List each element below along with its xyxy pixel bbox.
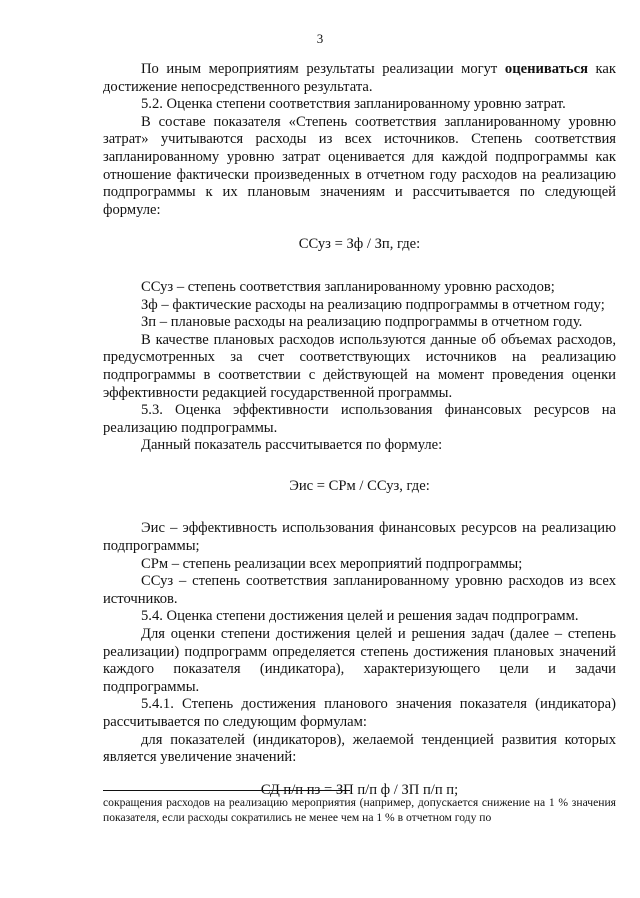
text-run: По иным мероприятиям результаты реализации могут bbox=[141, 61, 505, 77]
paragraph: Зп – плановые расходы на реализацию подпрограммы в отчетном году. bbox=[141, 314, 583, 331]
footnote bbox=[103, 795, 616, 825]
paragraph: 5.3. Оценка эффективности использования финансовых ресурсов на реализацию подпрограммы. bbox=[103, 402, 616, 436]
paragraph: ССуз – степень соответствия запланированному уровню расходов; bbox=[141, 278, 555, 295]
paragraph: 5.2. Оценка степени соответствия запланированному уровню затрат. bbox=[141, 96, 566, 113]
paragraph: В качестве плановых расходов используются данные об объемах расходов, предусмотренных за счет соответствующих источников на реализацию подпрограммы в соответствии с действующей на момент проведения оценки эффективности редакцией государственной программы. bbox=[103, 331, 616, 401]
text-run: как достижение непосредственного результата. bbox=[103, 61, 616, 95]
paragraph: Эис – эффективность использования финансовых ресурсов на реализацию подпрограммы; bbox=[103, 520, 616, 555]
formula: ССуз = Зф / Зп, где: bbox=[298, 236, 421, 253]
formula: СД п/п пз = ЗП п/п ф / ЗП п/п п; bbox=[260, 781, 459, 798]
paragraph bbox=[103, 61, 616, 96]
paragraph: 5.4. Оценка степени достижения целей и решения задач подпрограмм. bbox=[141, 608, 579, 625]
paragraph: для показателей (индикаторов), желаемой тенденцией развития которых является увеличение значений: bbox=[103, 731, 616, 766]
footnote-separator bbox=[103, 790, 350, 791]
paragraph: Данный показатель рассчитывается по формуле: bbox=[141, 437, 443, 454]
paragraph: Зф – фактические расходы на реализацию подпрограммы в отчетном году; bbox=[141, 296, 605, 313]
paragraph: В составе показателя «Степень соответствия запланированному уровню затрат» учитываются расходы из всех источников. Степень соответствия запланированному уровню затрат оценивается для каждой подпрограммы как отношение фактически произведенных в отчетном году расходов на реализацию подпрограммы к их плановым значениям и рассчитывается по следующей формуле: bbox=[103, 113, 616, 218]
paragraph: Для оценки степени достижения целей и решения задач (далее – степень реализации) подпрограмм определяется степень достижения плановых значений каждого показателя (индикатора), характеризующего цели и задачи подпрограммы. bbox=[103, 626, 616, 695]
paragraph: СРм – степень реализации всех мероприятий подпрограммы; bbox=[141, 555, 523, 572]
paragraph: ССуз – степень соответствия запланированному уровню расходов из всех источников. bbox=[103, 573, 616, 607]
page-number: 3 bbox=[316, 31, 324, 46]
footnote-text: сокращения расходов на реализацию мероприятия (например, допускается снижение на 1 % значения показателя, если расходы сократились не менее чем на 1 % в отчетном году по bbox=[103, 796, 616, 824]
paragraph: 5.4.1. Степень достижения планового значения показателя (индикатора) рассчитывается по следующим формулам: bbox=[103, 696, 616, 730]
bold-text: оцениваться bbox=[504, 61, 588, 77]
formula: Эис = СРм / ССуз, где: bbox=[289, 477, 430, 494]
document-body bbox=[103, 61, 616, 816]
